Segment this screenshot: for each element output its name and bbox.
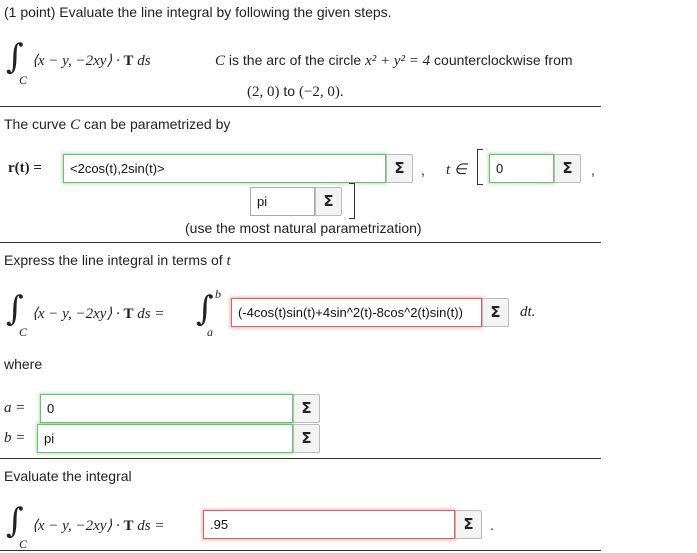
curve-text-1: is the arc of the circle [228,52,362,68]
integral-sub-c: C [19,325,28,339]
divider [0,106,601,107]
right-bracket [349,183,355,219]
dot-symbol: · [116,306,120,322]
ds-symbol: ds [137,53,151,69]
integral-sign: ∫ [6,37,24,77]
vector-field: ⟨x − y, −2xy⟩ [32,53,113,69]
step1-intro-c: C [70,117,81,133]
integrand-equation-editor-button[interactable]: Σ [482,298,509,327]
b-label: b = [4,430,26,446]
lower-limit: a [207,325,213,339]
step3-intro: Evaluate the integral [4,468,132,484]
dt-symbol: dt. [520,304,536,320]
divider [0,550,601,551]
t-start-input[interactable]: 0 [489,154,554,183]
step1-intro [4,116,230,134]
tangent-symbol: T [123,518,134,534]
t-in-label: t ∈ [446,162,467,178]
divider [0,242,601,243]
a-input[interactable]: 0 [40,394,293,423]
tangent-symbol: T [123,53,134,69]
integrand-input[interactable]: (-4cos(t)sin(t)+4sin^2(t)-8cos^2(t)sin(t)) [231,298,482,327]
equals-sign: = [154,518,165,534]
r-input[interactable]: <2cos(t),2sin(t)> [63,154,386,183]
integral-sub-c: C [19,537,28,551]
curve-text-2: counterclockwise from [434,52,573,68]
divider [0,458,601,459]
problem-title: (1 point) Evaluate the line integral by following the given steps. [4,4,392,20]
dot-symbol: · [116,53,120,69]
b-input[interactable]: pi [37,424,293,453]
step2-intro [4,252,231,270]
a-label: a = [4,400,26,416]
step1-intro-text-2: can be parametrized by [84,116,231,132]
step1-intro-text-1: The curve [4,116,67,132]
comma-2: , [591,162,595,178]
curve-c: C [215,53,226,69]
circle-equation: x² + y² = 4 [365,53,431,69]
comma-1: , [421,162,425,178]
where-label: where [4,356,43,372]
problem-integrand [32,51,151,70]
t-start-equation-editor-button[interactable]: Σ [554,154,581,183]
equals-sign: = [154,306,165,322]
r-equation-editor-button[interactable]: Σ [386,154,413,183]
step2-integrand [32,304,165,323]
answer-equation-editor-button[interactable]: Σ [455,510,482,539]
vector-field: ⟨x − y, −2xy⟩ [32,518,113,534]
step3-integrand [32,516,165,535]
curve-endpoints [247,83,344,101]
r-label: r(t) = [8,160,42,176]
t-end-input[interactable]: pi [250,187,315,216]
t-end-equation-editor-button[interactable]: Σ [315,187,342,216]
integral-sign: ∫ [6,289,24,329]
answer-period: . [490,517,494,533]
step2-intro-t: t [226,253,231,269]
answer-input[interactable]: .95 [203,510,455,539]
end-point: (−2, 0). [298,84,344,100]
ds-symbol: ds [137,518,151,534]
dot-symbol: · [116,518,120,534]
definite-integral-sign: ∫ [196,289,214,329]
upper-limit: b [215,287,221,301]
start-point: (2, 0) [247,84,280,100]
b-equation-editor-button[interactable]: Σ [293,424,320,453]
a-equation-editor-button[interactable]: Σ [293,394,320,423]
vector-field: ⟨x − y, −2xy⟩ [32,306,113,322]
integral-sub-c: C [19,73,28,87]
step2-intro-text: Express the line integral in terms of [4,252,223,268]
parametrization-note: (use the most natural parametrization) [185,220,422,236]
tangent-symbol: T [123,306,134,322]
to-word: to [283,83,296,99]
curve-description [215,52,573,70]
ds-symbol: ds [137,306,151,322]
integral-sign: ∫ [6,501,24,541]
left-bracket [477,149,483,185]
